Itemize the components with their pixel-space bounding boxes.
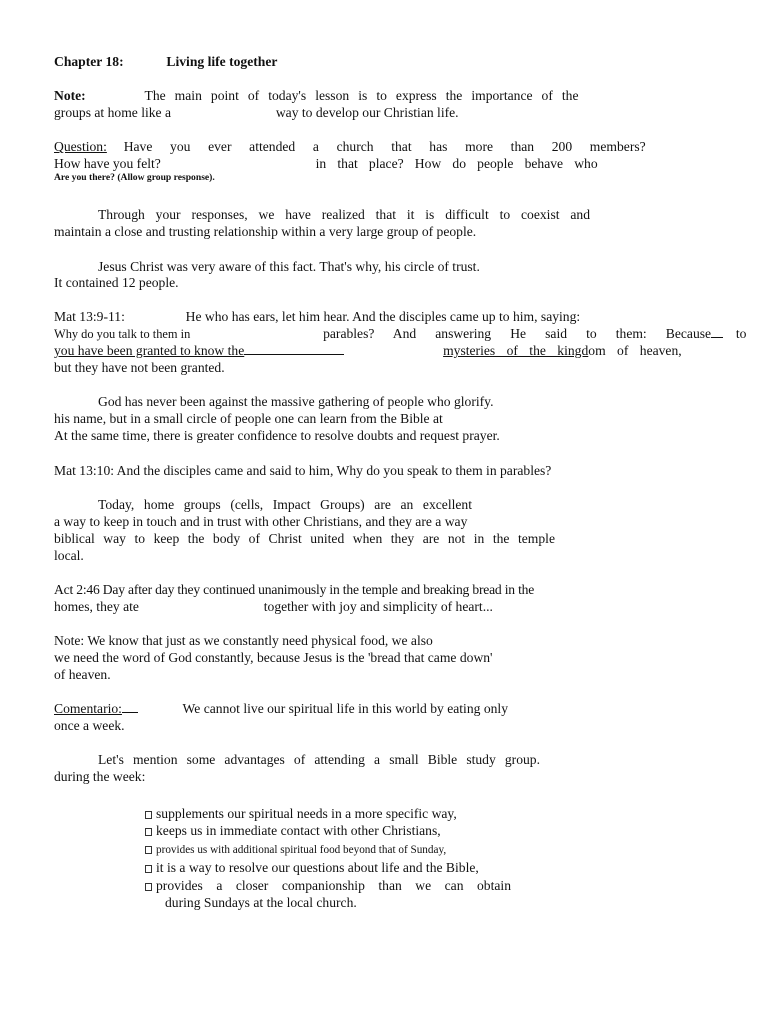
- paragraph-5-line-2: during the week:: [54, 769, 146, 784]
- mat-13-9-line-4: but they have not been granted.: [54, 360, 225, 375]
- comment-line-2: once a week.: [54, 718, 125, 733]
- list-item: provides us with additional spiritual food beyond that of Sunday,: [145, 840, 545, 859]
- question-line-2: How have you felt? in that place? How do people behave who: [54, 156, 598, 171]
- paragraph-5-line-1: Let's mention some advantages of attending a small Bible study group.: [98, 752, 540, 767]
- list-item: supplements our spiritual needs in a more specific way,: [145, 805, 545, 822]
- act-2-46-line-2: homes, they ate together with joy and simplicity of heart...: [54, 599, 493, 614]
- paragraph-2-line-2: It contained 12 people.: [54, 275, 179, 290]
- note-label: Note:: [54, 88, 86, 103]
- mat-13-10-line: Mat 13:10: And the disciples came and said to him, Why do you speak to them in parables?: [54, 463, 552, 478]
- mat-13-9-line-3: you have been granted to know the mysteries of the kingdom of heaven,: [54, 343, 682, 358]
- paragraph-4-line-4: local.: [54, 548, 84, 563]
- checkbox-bullet-icon: [145, 811, 152, 819]
- comment-line-1: Comentario: We cannot live our spiritual life in this world by eating only: [54, 701, 508, 716]
- chapter-heading: [54, 53, 658, 70]
- paragraph-4-line-1: Today, home groups (cells, Impact Groups) are an excellent: [98, 497, 472, 512]
- note-2-line-3: of heaven.: [54, 667, 111, 682]
- note-line-1: Note: The main point of today's lesson is to express the importance of the: [54, 88, 579, 103]
- question-line-3: Are you there? (Allow group response).: [54, 172, 215, 183]
- checkbox-bullet-icon: [145, 865, 152, 873]
- question-label: Question:: [54, 139, 107, 154]
- note-line-2: groups at home like a way to develop our Christian life.: [54, 105, 459, 120]
- paragraph-4-line-2: a way to keep in touch and in trust with other Christians, and they are a way: [54, 514, 468, 529]
- list-item: provides a closer companionship than we can obtain: [145, 877, 513, 894]
- checkbox-bullet-icon: [145, 883, 152, 891]
- paragraph-3-line-1: God has never been against the massive gathering of people who glorify.: [98, 394, 494, 409]
- act-2-46-line-1: Act 2:46 Day after day they continued unanimously in the temple and breaking bread in the: [54, 582, 535, 597]
- list-item-continuation: during Sundays at the local church.: [165, 895, 357, 910]
- verse-reference: Mat 13:9-11:: [54, 309, 125, 324]
- question-line-1: Question: Have you ever attended a church that has more than 200 members?: [54, 139, 646, 154]
- paragraph-4-line-3: biblical way to keep the body of Christ united when they are not in the temple: [54, 531, 555, 546]
- note-2-line-2: we need the word of God constantly, because Jesus is the 'bread that came down': [54, 650, 493, 665]
- paragraph-3-line-2: his name, but in a small circle of people one can learn from the Bible at: [54, 411, 443, 426]
- comment-label: Comentario:: [54, 701, 122, 716]
- checkbox-bullet-icon: [145, 846, 152, 854]
- paragraph-1-line-2: maintain a close and trusting relationship within a very large group of people.: [54, 224, 477, 239]
- chapter-number: Chapter 18:: [54, 54, 124, 69]
- mat-13-9-line-2: Why do you talk to them in parables? And answering He said to them: Because to: [54, 326, 747, 341]
- list-item: keeps us in immediate contact with other Christians,: [145, 822, 545, 839]
- list-item: it is a way to resolve our questions about life and the Bible,: [145, 859, 545, 876]
- paragraph-3-line-3: At the same time, there is greater confidence to resolve doubts and request prayer.: [54, 428, 500, 443]
- mat-13-9-line-1: Mat 13:9-11: He who has ears, let him hear. And the disciples came up to him, saying:: [54, 309, 581, 324]
- chapter-title: Living life together: [166, 54, 278, 69]
- checkbox-bullet-icon: [145, 828, 152, 836]
- note-2-line-1: Note: We know that just as we constantly need physical food, we also: [54, 633, 433, 648]
- paragraph-1-line-1: Through your responses, we have realized that it is difficult to coexist and: [98, 207, 590, 222]
- paragraph-2-line-1: Jesus Christ was very aware of this fact. That's why, his circle of trust.: [98, 259, 480, 274]
